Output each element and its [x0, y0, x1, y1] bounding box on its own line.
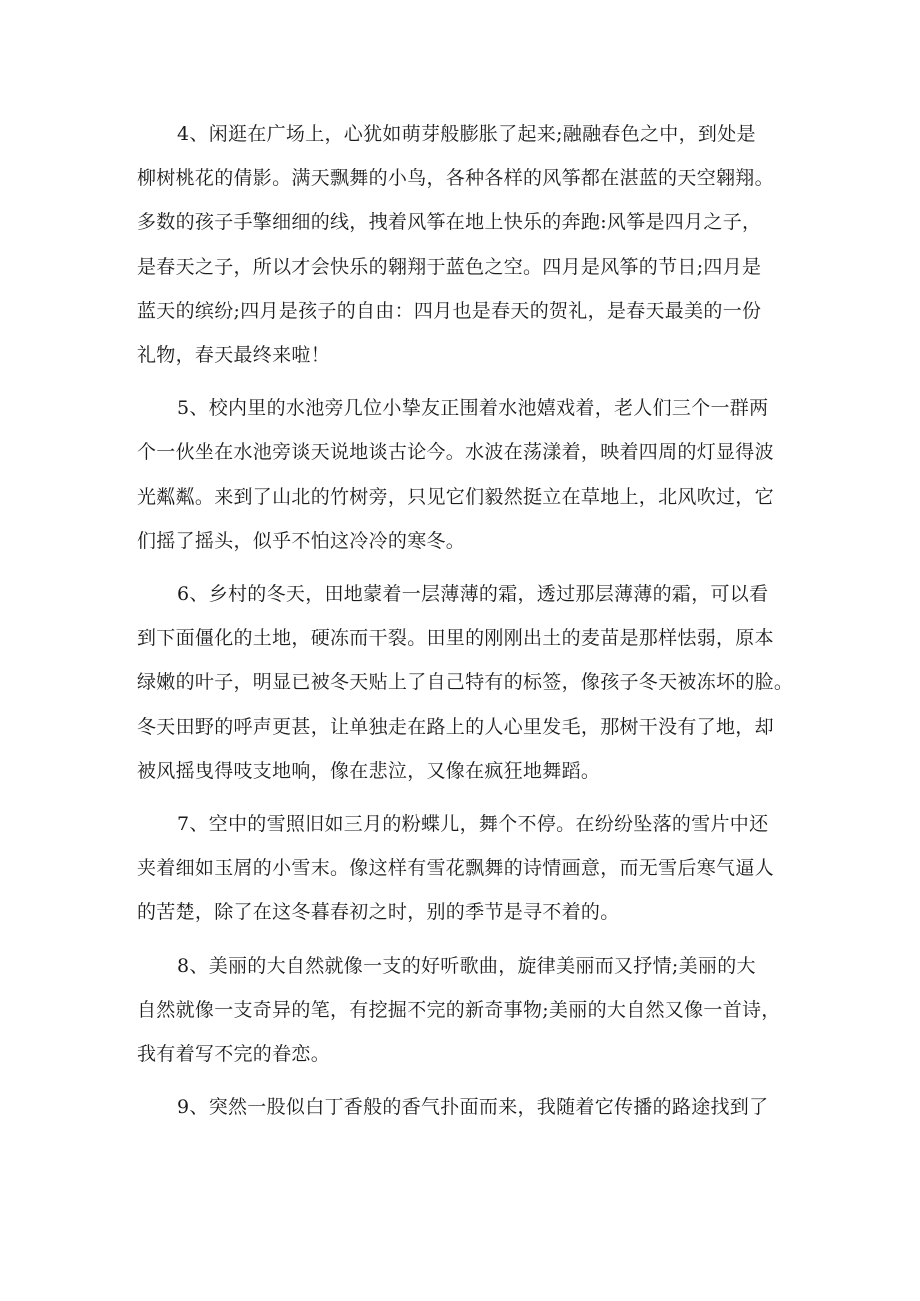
text-line: 多数的孩子手擎细细的线，拽着风筝在地上快乐的奔跑:风筝是四月之子，	[137, 211, 762, 234]
paragraph-8	[137, 944, 797, 1077]
text-line: 被风摇曳得吱支地响，像在悲泣，又像在疯狂地舞蹈。	[137, 759, 601, 782]
paragraph-9	[137, 1085, 797, 1129]
text-line: 5、校内里的水池旁几位小挚友正围着水池嬉戏着，老人们三个一群两	[177, 397, 769, 420]
text-line: 8、美丽的大自然就像一支的好听歌曲，旋律美丽而又抒情;美丽的大	[177, 954, 756, 977]
paragraph-4	[137, 112, 797, 377]
text-line: 4、闲逛在广场上，心犹如萌芽般膨胀了起来;融融春色之中，到处是	[177, 123, 756, 145]
text-line: 7、空中的雪照旧如三月的粉蝶儿，舞个不停。在纷纷坠落的雪片中还	[177, 813, 769, 836]
text-line: 夹着细如玉屑的小雪末。像这样有雪花飘舞的诗情画意，而无雪后寒气逼人	[137, 857, 774, 880]
text-line: 柳树桃花的倩影。满天飘舞的小鸟，各种各样的风筝都在湛蓝的天空翱翔。	[137, 167, 774, 190]
text-line: 蓝天的缤纷;四月是孩子的自由：四月也是春天的贺礼，是春天最美的一份	[137, 299, 762, 322]
text-line: 6、乡村的冬天，田地蒙着一层薄薄的霜，透过那层薄薄的霜，可以看	[177, 583, 769, 606]
paragraph-5	[137, 386, 797, 563]
text-line: 自然就像一支奇异的笔，有挖掘不完的新奇事物;美丽的大自然又像一首诗，	[137, 998, 781, 1021]
text-line: 冬天田野的呼声更甚，让单独走在路上的人心里发毛，那树干没有了地，却	[137, 715, 774, 738]
paragraph-7	[137, 802, 797, 935]
text-line: 我有着写不完的眷恋。	[137, 1043, 331, 1066]
text-line: 们摇了摇头，似乎不怕这冷冷的寒冬。	[137, 529, 466, 552]
text-line: 是春天之子，所以才会快乐的翱翔于蓝色之空。四月是风筝的节日;四月是	[137, 255, 762, 278]
text-line: 9、突然一股似白丁香般的香气扑面而来，我随着它传播的路途找到了	[177, 1096, 769, 1119]
text-line: 光粼粼。来到了山北的竹树旁，只见它们毅然挺立在草地上，北风吹过，它	[137, 485, 774, 508]
text-line: 礼物，春天最终来啦！	[137, 344, 331, 367]
text-line: 绿嫩的叶子，明显已被冬天贴上了自己特有的标签，像孩子冬天被冻坏的脸。	[137, 671, 794, 694]
text-line: 的苦楚，除了在这冬暮春初之时，别的季节是寻不着的。	[137, 901, 620, 924]
text-line: 个一伙坐在水池旁谈天说地谈古论今。水波在荡漾着，映着四周的灯显得波	[137, 441, 774, 464]
document-body	[137, 112, 797, 1138]
paragraph-6	[137, 572, 797, 793]
text-line: 到下面僵化的土地，硬冻而干裂。田里的刚刚出土的麦苗是那样怯弱，原本	[137, 627, 774, 650]
